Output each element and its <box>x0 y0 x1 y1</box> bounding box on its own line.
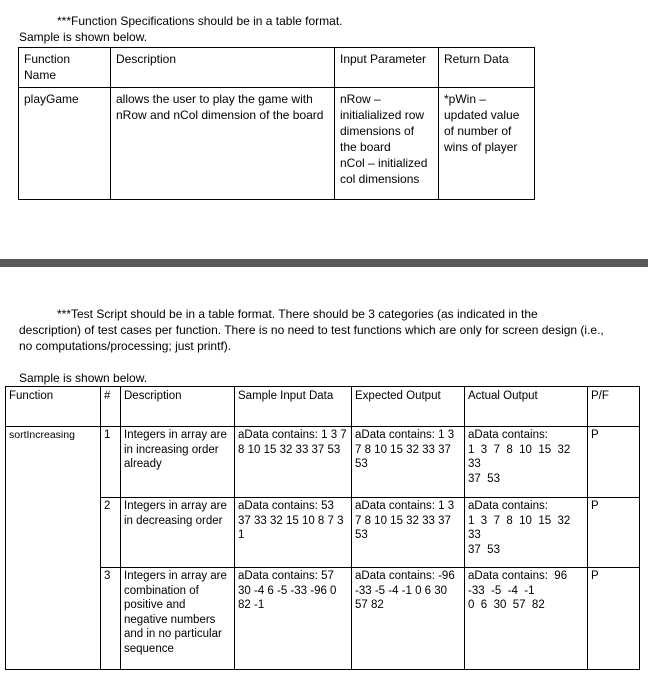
function-spec-row <box>19 88 535 200</box>
cell-return-data: *pWin – updated value of number of wins of player <box>439 88 535 200</box>
test-script-note-line2: description) of test cases per function. There is no need to test functions which are only for screen design (i.e., <box>19 323 604 337</box>
cell-pass-fail: P <box>588 568 640 670</box>
cell-expected-output: aData contains: -96 -33 -5 -4 -1 0 6 30 57 82 <box>352 568 465 670</box>
cell-actual-output: aData contains: 96 -33 -5 -4 -1 0 6 30 57 82 <box>465 568 588 670</box>
header-sample-input: Sample Input Data <box>235 387 352 427</box>
function-spec-note: ***Function Specifications should be in a table format. <box>57 14 343 28</box>
table-row <box>6 568 640 670</box>
test-script-note-line1: ***Test Script should be in a table format. There should be 3 categories (as indicated in the <box>57 307 538 321</box>
header-description: Description <box>111 48 335 88</box>
function-spec-header-row <box>19 48 535 88</box>
section-divider <box>0 259 648 267</box>
cell-sample-input: aData contains: 1 3 7 8 10 15 32 33 37 53 <box>235 427 352 498</box>
sample-label-1: Sample is shown below. <box>19 30 148 44</box>
cell-expected-output: aData contains: 1 3 7 8 10 15 32 33 37 53 <box>352 498 465 568</box>
cell-function: sortIncreasing <box>6 427 101 670</box>
header-actual-output: Actual Output <box>465 387 588 427</box>
cell-number: 2 <box>101 498 121 568</box>
cell-actual-output: aData contains: 1 3 7 8 10 15 32 33 37 53 <box>465 427 588 498</box>
cell-number: 1 <box>101 427 121 498</box>
cell-sample-input: aData contains: 57 30 -4 6 -5 -33 -96 0 82 -1 <box>235 568 352 670</box>
header-input-parameter: Input Parameter <box>335 48 439 88</box>
cell-pass-fail: P <box>588 498 640 568</box>
header-pass-fail: P/F <box>588 387 640 427</box>
cell-description: Integers in array are in decreasing order <box>121 498 235 568</box>
test-script-note-line3: no computations/processing; just printf). <box>19 339 232 353</box>
cell-description: allows the user to play the game with nRow and nCol dimension of the board <box>111 88 335 200</box>
sample-label-2: Sample is shown below. <box>19 371 148 385</box>
cell-description: Integers in array are in increasing order already <box>121 427 235 498</box>
cell-number: 3 <box>101 568 121 670</box>
header-description: Description <box>121 387 235 427</box>
header-function-name: Function Name <box>19 48 111 88</box>
cell-description: Integers in array are combination of positive and negative numbers and in no particular sequence <box>121 568 235 670</box>
test-script-header-row <box>6 387 640 427</box>
cell-input-parameter: nRow – initialialized row dimensions of the board nCol – initialized col dimensions <box>335 88 439 200</box>
header-function: Function <box>6 387 101 427</box>
table-row <box>6 427 640 498</box>
header-return-data: Return Data <box>439 48 535 88</box>
header-expected-output: Expected Output <box>352 387 465 427</box>
cell-expected-output: aData contains: 1 3 7 8 10 15 32 33 37 53 <box>352 427 465 498</box>
cell-function-name: playGame <box>19 88 111 200</box>
table-row <box>6 498 640 568</box>
test-script-table <box>5 386 640 670</box>
cell-actual-output: aData contains: 1 3 7 8 10 15 32 33 37 53 <box>465 498 588 568</box>
header-number: # <box>101 387 121 427</box>
function-spec-table <box>18 47 535 200</box>
cell-pass-fail: P <box>588 427 640 498</box>
cell-sample-input: aData contains: 53 37 33 32 15 10 8 7 3 1 <box>235 498 352 568</box>
